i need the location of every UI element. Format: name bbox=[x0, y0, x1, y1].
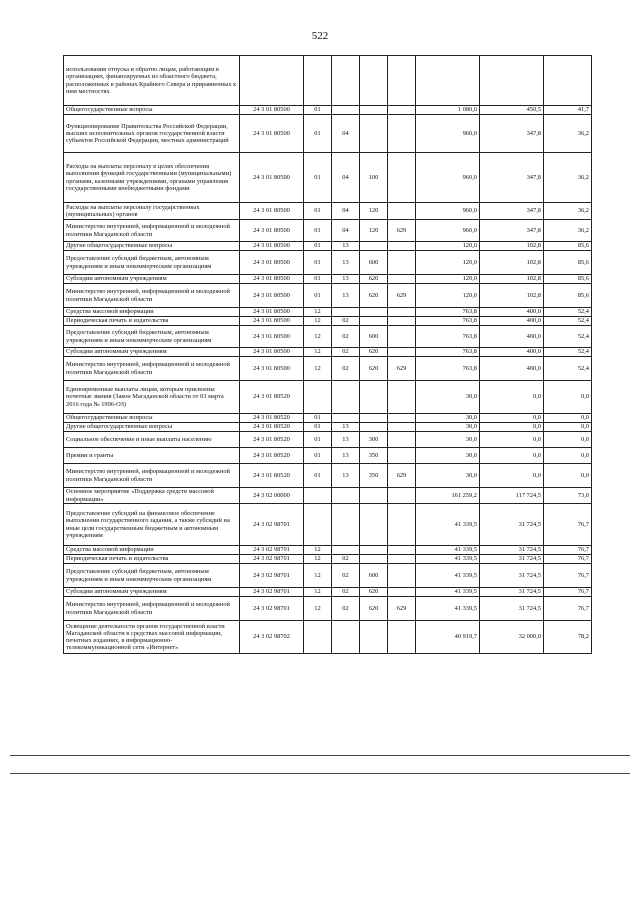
cell-percent: 0,0 bbox=[544, 423, 592, 432]
cell-planned: 960,0 bbox=[416, 153, 480, 203]
cell-planned: 41 339,5 bbox=[416, 588, 480, 597]
cell-executed: 0,0 bbox=[480, 448, 544, 464]
cell-percent: 52,4 bbox=[544, 326, 592, 348]
cell-target-code: 24 3 01 80500 bbox=[240, 275, 304, 284]
cell-expense-type: 120 bbox=[360, 203, 388, 220]
table-row bbox=[64, 242, 592, 251]
cell-target-code: 24 3 02 98701 bbox=[240, 588, 304, 597]
cell-name: Министерство внутренней, информационной и молодежной политики Магаданской области bbox=[64, 464, 240, 488]
table-row bbox=[64, 381, 592, 414]
cell-executed: 102,8 bbox=[480, 242, 544, 251]
cell-target-code: 24 3 02 00000 bbox=[240, 488, 304, 504]
cell-section: 01 bbox=[304, 284, 332, 308]
cell-section: 01 bbox=[304, 423, 332, 432]
table-row bbox=[64, 448, 592, 464]
cell-executed: 117 724,5 bbox=[480, 488, 544, 504]
table-row bbox=[64, 275, 592, 284]
table-row bbox=[64, 597, 592, 621]
cell-subsection bbox=[332, 381, 360, 414]
cell-percent: 76,7 bbox=[544, 597, 592, 621]
table-row bbox=[64, 348, 592, 357]
cell-percent: 76,7 bbox=[544, 564, 592, 588]
cell-target-code: 24 3 01 80500 bbox=[240, 153, 304, 203]
cell-department bbox=[388, 423, 416, 432]
cell-expense-type: 600 bbox=[360, 326, 388, 348]
cell-executed: 0,0 bbox=[480, 423, 544, 432]
cell-percent: 0,0 bbox=[544, 464, 592, 488]
cell-subsection: 04 bbox=[332, 220, 360, 242]
cell-target-code: 24 3 01 80520 bbox=[240, 381, 304, 414]
cell-section: 12 bbox=[304, 357, 332, 381]
cell-expense-type: 350 bbox=[360, 464, 388, 488]
cell-expense-type: 100 bbox=[360, 153, 388, 203]
cell-department bbox=[388, 621, 416, 654]
cell-department bbox=[388, 153, 416, 203]
cell-planned: 30,0 bbox=[416, 423, 480, 432]
cell-executed: 31 724,5 bbox=[480, 597, 544, 621]
cell-name: Периодическая печать и издательства bbox=[64, 555, 240, 564]
cell-expense-type bbox=[360, 381, 388, 414]
cell-name: Расходы на выплаты персоналу государственных (муниципальных) органов bbox=[64, 203, 240, 220]
cell-planned bbox=[416, 56, 480, 106]
cell-subsection: 13 bbox=[332, 284, 360, 308]
cell-target-code: 24 3 02 98701 bbox=[240, 555, 304, 564]
table-row bbox=[64, 555, 592, 564]
cell-percent: 85,6 bbox=[544, 275, 592, 284]
cell-expense-type: 300 bbox=[360, 432, 388, 448]
cell-executed: 102,8 bbox=[480, 251, 544, 275]
cell-executed: 347,8 bbox=[480, 220, 544, 242]
budget-table bbox=[63, 55, 592, 654]
cell-target-code: 24 3 01 80500 bbox=[240, 115, 304, 153]
cell-subsection: 04 bbox=[332, 115, 360, 153]
cell-target-code: 24 3 01 80500 bbox=[240, 220, 304, 242]
cell-target-code: 24 3 02 98702 bbox=[240, 621, 304, 654]
table-row bbox=[64, 153, 592, 203]
cell-subsection: 02 bbox=[332, 317, 360, 326]
cell-department: 629 bbox=[388, 464, 416, 488]
cell-name: Средства массовой информации bbox=[64, 308, 240, 317]
cell-subsection: 13 bbox=[332, 423, 360, 432]
cell-section: 12 bbox=[304, 326, 332, 348]
cell-expense-type bbox=[360, 423, 388, 432]
cell-name: Министерство внутренней, информационной и молодежной политики Магаданской области bbox=[64, 597, 240, 621]
cell-planned: 120,0 bbox=[416, 242, 480, 251]
cell-name: Другие общегосударственные вопросы bbox=[64, 423, 240, 432]
page-number: 522 bbox=[311, 30, 329, 42]
cell-expense-type bbox=[360, 317, 388, 326]
table-row bbox=[64, 56, 592, 106]
cell-percent: 36,2 bbox=[544, 115, 592, 153]
cell-percent: 78,2 bbox=[544, 621, 592, 654]
cell-name: Предоставление субсидий бюджетным, автономным учреждениям и иным некоммерческим организациям bbox=[64, 326, 240, 348]
cell-planned: 41 339,5 bbox=[416, 555, 480, 564]
cell-percent: 36,2 bbox=[544, 203, 592, 220]
cell-subsection bbox=[332, 308, 360, 317]
cell-target-code: 24 3 01 80500 bbox=[240, 317, 304, 326]
cell-executed bbox=[480, 56, 544, 106]
cell-planned: 763,8 bbox=[416, 348, 480, 357]
table-row bbox=[64, 621, 592, 654]
cell-name: Основное мероприятие «Поддержка средств массовой информации» bbox=[64, 488, 240, 504]
cell-planned: 41 339,5 bbox=[416, 504, 480, 546]
cell-department bbox=[388, 56, 416, 106]
cell-percent: 76,7 bbox=[544, 546, 592, 555]
cell-expense-type: 620 bbox=[360, 348, 388, 357]
cell-section: 01 bbox=[304, 414, 332, 423]
cell-planned: 960,0 bbox=[416, 203, 480, 220]
cell-department bbox=[388, 275, 416, 284]
cell-section: 12 bbox=[304, 348, 332, 357]
cell-percent: 52,4 bbox=[544, 308, 592, 317]
cell-name: Премии и гранты bbox=[64, 448, 240, 464]
cell-department bbox=[388, 308, 416, 317]
table-row bbox=[64, 317, 592, 326]
cell-name: Общегосударственные вопросы bbox=[64, 106, 240, 115]
cell-target-code: 24 3 01 80500 bbox=[240, 203, 304, 220]
cell-section: 01 bbox=[304, 220, 332, 242]
cell-department bbox=[388, 432, 416, 448]
cell-executed: 0,0 bbox=[480, 381, 544, 414]
cell-expense-type bbox=[360, 242, 388, 251]
cell-subsection: 13 bbox=[332, 275, 360, 284]
cell-department bbox=[388, 448, 416, 464]
cell-percent: 41,7 bbox=[544, 106, 592, 115]
table-row bbox=[64, 326, 592, 348]
cell-percent: 76,7 bbox=[544, 555, 592, 564]
table-row bbox=[64, 432, 592, 448]
table-row bbox=[64, 488, 592, 504]
cell-department bbox=[388, 203, 416, 220]
cell-expense-type bbox=[360, 555, 388, 564]
cell-planned: 161 259,2 bbox=[416, 488, 480, 504]
cell-department bbox=[388, 242, 416, 251]
cell-subsection: 04 bbox=[332, 153, 360, 203]
cell-planned: 763,8 bbox=[416, 317, 480, 326]
cell-executed: 0,0 bbox=[480, 432, 544, 448]
cell-target-code: 24 3 01 80500 bbox=[240, 284, 304, 308]
cell-target-code: 24 3 01 80520 bbox=[240, 464, 304, 488]
cell-name: Освещение деятельности органов государственной власти Магаданской области в средствах массовой информации, печатных изданиях, в информационно-телекоммуникационной сети «Интернет» bbox=[64, 621, 240, 654]
cell-percent: 85,6 bbox=[544, 242, 592, 251]
cell-expense-type bbox=[360, 621, 388, 654]
cell-expense-type: 620 bbox=[360, 284, 388, 308]
cell-subsection: 02 bbox=[332, 555, 360, 564]
cell-executed: 347,8 bbox=[480, 115, 544, 153]
cell-expense-type bbox=[360, 115, 388, 153]
cell-subsection: 13 bbox=[332, 448, 360, 464]
cell-name: Министерство внутренней, информационной и молодежной политики Магаданской области bbox=[64, 220, 240, 242]
cell-subsection bbox=[332, 546, 360, 555]
cell-department: 629 bbox=[388, 597, 416, 621]
cell-planned: 30,0 bbox=[416, 448, 480, 464]
cell-subsection: 13 bbox=[332, 242, 360, 251]
cell-percent: 36,2 bbox=[544, 220, 592, 242]
separator-line bbox=[10, 755, 630, 756]
cell-planned: 763,8 bbox=[416, 326, 480, 348]
cell-expense-type bbox=[360, 414, 388, 423]
cell-section bbox=[304, 504, 332, 546]
cell-expense-type: 600 bbox=[360, 564, 388, 588]
cell-percent: 76,7 bbox=[544, 504, 592, 546]
cell-section: 12 bbox=[304, 317, 332, 326]
cell-expense-type: 600 bbox=[360, 251, 388, 275]
cell-name: Министерство внутренней, информационной и молодежной политики Магаданской области bbox=[64, 284, 240, 308]
cell-subsection bbox=[332, 414, 360, 423]
cell-section: 01 bbox=[304, 115, 332, 153]
cell-target-code: 24 3 01 80520 bbox=[240, 414, 304, 423]
table-row bbox=[64, 564, 592, 588]
cell-expense-type bbox=[360, 56, 388, 106]
cell-percent: 52,4 bbox=[544, 357, 592, 381]
cell-executed: 0,0 bbox=[480, 414, 544, 423]
cell-subsection: 13 bbox=[332, 251, 360, 275]
cell-section bbox=[304, 381, 332, 414]
cell-executed: 400,0 bbox=[480, 357, 544, 381]
cell-planned: 40 919,7 bbox=[416, 621, 480, 654]
cell-target-code: 24 3 01 80500 bbox=[240, 308, 304, 317]
cell-name: Субсидии автономным учреждениям bbox=[64, 348, 240, 357]
cell-planned: 30,0 bbox=[416, 464, 480, 488]
cell-department bbox=[388, 326, 416, 348]
cell-section: 12 bbox=[304, 597, 332, 621]
cell-department bbox=[388, 251, 416, 275]
cell-name: Субсидии автономным учреждениям bbox=[64, 275, 240, 284]
cell-planned: 763,8 bbox=[416, 308, 480, 317]
cell-percent: 52,4 bbox=[544, 348, 592, 357]
cell-subsection bbox=[332, 504, 360, 546]
cell-name: использования отпуска и обратно лицам, работающим в организациях, финансируемых из областного бюджета, расположенных в районах Крайнего Севера и приравненных к ним местностях bbox=[64, 56, 240, 106]
cell-planned: 41 339,5 bbox=[416, 546, 480, 555]
cell-planned: 1 080,0 bbox=[416, 106, 480, 115]
cell-department bbox=[388, 348, 416, 357]
table-row bbox=[64, 414, 592, 423]
cell-section: 01 bbox=[304, 464, 332, 488]
cell-planned: 120,0 bbox=[416, 284, 480, 308]
cell-expense-type: 620 bbox=[360, 588, 388, 597]
cell-section: 12 bbox=[304, 564, 332, 588]
cell-planned: 120,0 bbox=[416, 275, 480, 284]
table-row bbox=[64, 284, 592, 308]
budget-table-body bbox=[64, 56, 592, 654]
cell-expense-type: 620 bbox=[360, 357, 388, 381]
cell-target-code: 24 3 02 98701 bbox=[240, 597, 304, 621]
table-row bbox=[64, 220, 592, 242]
cell-subsection: 13 bbox=[332, 464, 360, 488]
cell-name: Функционирование Правительства Российской Федерации, высших исполнительных органов государственной власти субъектов Российской Федерации, местных администраций bbox=[64, 115, 240, 153]
cell-executed: 31 724,5 bbox=[480, 504, 544, 546]
cell-expense-type bbox=[360, 308, 388, 317]
cell-percent: 0,0 bbox=[544, 381, 592, 414]
cell-department bbox=[388, 504, 416, 546]
cell-planned: 960,0 bbox=[416, 115, 480, 153]
cell-department bbox=[388, 317, 416, 326]
cell-executed: 32 000,0 bbox=[480, 621, 544, 654]
cell-name: Министерство внутренней, информационной и молодежной политики Магаданской области bbox=[64, 357, 240, 381]
table-row bbox=[64, 251, 592, 275]
cell-subsection: 02 bbox=[332, 357, 360, 381]
cell-name: Общегосударственные вопросы bbox=[64, 414, 240, 423]
cell-executed: 0,0 bbox=[480, 464, 544, 488]
table-row bbox=[64, 203, 592, 220]
cell-name: Средства массовой информации bbox=[64, 546, 240, 555]
cell-section: 01 bbox=[304, 106, 332, 115]
cell-executed: 102,8 bbox=[480, 275, 544, 284]
table-row bbox=[64, 115, 592, 153]
cell-subsection: 02 bbox=[332, 348, 360, 357]
cell-section: 01 bbox=[304, 432, 332, 448]
cell-executed: 31 724,5 bbox=[480, 588, 544, 597]
cell-section: 12 bbox=[304, 555, 332, 564]
cell-name: Периодическая печать и издательства bbox=[64, 317, 240, 326]
cell-section: 01 bbox=[304, 275, 332, 284]
cell-executed: 31 724,5 bbox=[480, 564, 544, 588]
cell-percent: 0,0 bbox=[544, 432, 592, 448]
cell-executed: 450,5 bbox=[480, 106, 544, 115]
cell-subsection bbox=[332, 488, 360, 504]
cell-section: 01 bbox=[304, 448, 332, 464]
cell-subsection: 02 bbox=[332, 597, 360, 621]
table-row bbox=[64, 106, 592, 115]
cell-planned: 763,8 bbox=[416, 357, 480, 381]
cell-section: 01 bbox=[304, 251, 332, 275]
cell-subsection: 13 bbox=[332, 432, 360, 448]
cell-target-code: 24 3 02 98701 bbox=[240, 546, 304, 555]
cell-target-code: 24 3 02 98701 bbox=[240, 564, 304, 588]
cell-expense-type: 620 bbox=[360, 597, 388, 621]
cell-executed: 400,0 bbox=[480, 317, 544, 326]
table-row bbox=[64, 423, 592, 432]
cell-target-code: 24 3 01 80500 bbox=[240, 357, 304, 381]
cell-planned: 120,0 bbox=[416, 251, 480, 275]
cell-percent: 0,0 bbox=[544, 414, 592, 423]
cell-expense-type bbox=[360, 106, 388, 115]
cell-department bbox=[388, 564, 416, 588]
cell-department bbox=[388, 555, 416, 564]
cell-expense-type bbox=[360, 546, 388, 555]
cell-percent: 85,6 bbox=[544, 251, 592, 275]
cell-planned: 960,0 bbox=[416, 220, 480, 242]
table-row bbox=[64, 308, 592, 317]
cell-department bbox=[388, 588, 416, 597]
cell-planned: 30,0 bbox=[416, 414, 480, 423]
cell-expense-type: 620 bbox=[360, 275, 388, 284]
cell-department bbox=[388, 488, 416, 504]
cell-percent: 76,7 bbox=[544, 588, 592, 597]
cell-target-code: 24 3 01 80520 bbox=[240, 448, 304, 464]
cell-section: 12 bbox=[304, 308, 332, 317]
cell-executed: 400,0 bbox=[480, 348, 544, 357]
cell-percent: 36,2 bbox=[544, 153, 592, 203]
cell-executed: 31 724,5 bbox=[480, 546, 544, 555]
cell-section: 12 bbox=[304, 546, 332, 555]
cell-name: Предоставление субсидий на финансовое обеспечение выполнения государственного задания, а также субсидий на иные цели государственным бюджетным и автономным учреждениям bbox=[64, 504, 240, 546]
cell-executed: 347,8 bbox=[480, 153, 544, 203]
cell-name: Расходы на выплаты персоналу в целях обеспечения выполнения функций государственными (муниципальными) органами, казенными учреждениями, органами управления государственными внебюджетными фондами bbox=[64, 153, 240, 203]
cell-section: 01 bbox=[304, 242, 332, 251]
table-row bbox=[64, 464, 592, 488]
cell-department: 629 bbox=[388, 357, 416, 381]
cell-percent bbox=[544, 56, 592, 106]
cell-target-code: 24 3 01 80500 bbox=[240, 326, 304, 348]
cell-section bbox=[304, 56, 332, 106]
cell-name: Другие общегосударственные вопросы bbox=[64, 242, 240, 251]
cell-executed: 400,0 bbox=[480, 326, 544, 348]
cell-target-code: 24 3 01 80520 bbox=[240, 432, 304, 448]
cell-subsection bbox=[332, 56, 360, 106]
cell-executed: 400,0 bbox=[480, 308, 544, 317]
cell-target-code bbox=[240, 56, 304, 106]
cell-executed: 102,8 bbox=[480, 284, 544, 308]
cell-planned: 41 339,5 bbox=[416, 564, 480, 588]
cell-subsection bbox=[332, 106, 360, 115]
table-row bbox=[64, 504, 592, 546]
cell-department bbox=[388, 381, 416, 414]
cell-target-code: 24 3 01 80500 bbox=[240, 348, 304, 357]
cell-name: Единовременные выплаты лицам, которым присвоены почетные звания (Закон Магаданской области от 03 марта 2016 года № 1996-ОЗ) bbox=[64, 381, 240, 414]
cell-percent: 73,0 bbox=[544, 488, 592, 504]
cell-section: 12 bbox=[304, 588, 332, 597]
cell-section: 01 bbox=[304, 153, 332, 203]
cell-name: Социальное обеспечение и иные выплаты населению bbox=[64, 432, 240, 448]
cell-name: Субсидии автономным учреждениям bbox=[64, 588, 240, 597]
cell-expense-type bbox=[360, 504, 388, 546]
cell-executed: 347,8 bbox=[480, 203, 544, 220]
cell-expense-type: 350 bbox=[360, 448, 388, 464]
cell-subsection: 04 bbox=[332, 203, 360, 220]
cell-department: 629 bbox=[388, 220, 416, 242]
cell-planned: 30,0 bbox=[416, 432, 480, 448]
cell-section bbox=[304, 488, 332, 504]
cell-department bbox=[388, 106, 416, 115]
cell-name: Предоставление субсидий бюджетным, автономным учреждениям и иным некоммерческим организациям bbox=[64, 251, 240, 275]
cell-target-code: 24 3 01 80500 bbox=[240, 106, 304, 115]
cell-department bbox=[388, 546, 416, 555]
cell-section: 01 bbox=[304, 203, 332, 220]
cell-target-code: 24 3 01 80500 bbox=[240, 242, 304, 251]
cell-percent: 0,0 bbox=[544, 448, 592, 464]
cell-department bbox=[388, 115, 416, 153]
cell-subsection: 02 bbox=[332, 588, 360, 597]
cell-department: 629 bbox=[388, 284, 416, 308]
separator-line bbox=[10, 773, 630, 774]
cell-expense-type bbox=[360, 488, 388, 504]
cell-section bbox=[304, 621, 332, 654]
cell-subsection: 02 bbox=[332, 564, 360, 588]
table-row bbox=[64, 588, 592, 597]
cell-expense-type: 120 bbox=[360, 220, 388, 242]
cell-percent: 85,6 bbox=[544, 284, 592, 308]
cell-name: Предоставление субсидий бюджетным, автономным учреждениям и иным некоммерческим организациям bbox=[64, 564, 240, 588]
cell-subsection: 02 bbox=[332, 326, 360, 348]
cell-percent: 52,4 bbox=[544, 317, 592, 326]
cell-executed: 31 724,5 bbox=[480, 555, 544, 564]
cell-planned: 41 339,5 bbox=[416, 597, 480, 621]
cell-target-code: 24 3 01 80500 bbox=[240, 251, 304, 275]
table-row bbox=[64, 546, 592, 555]
cell-department bbox=[388, 414, 416, 423]
cell-planned: 30,0 bbox=[416, 381, 480, 414]
cell-target-code: 24 3 02 98701 bbox=[240, 504, 304, 546]
table-row bbox=[64, 357, 592, 381]
cell-subsection bbox=[332, 621, 360, 654]
cell-target-code: 24 3 01 80520 bbox=[240, 423, 304, 432]
